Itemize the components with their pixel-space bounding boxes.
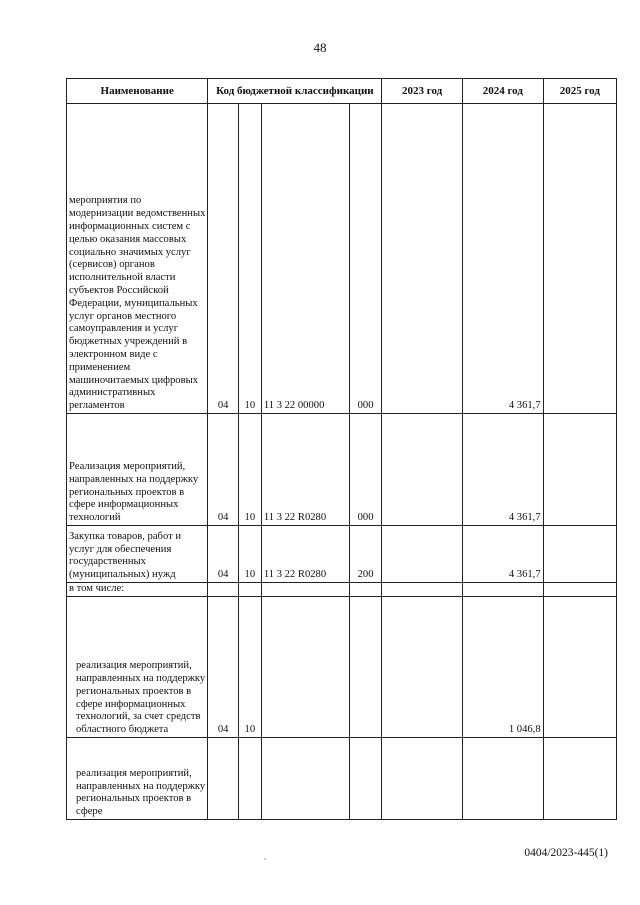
value-2024: 4 361,7 <box>462 414 543 526</box>
row-name: Реализация мероприятий, направленных на поддержку региональных проектов в сфере информационных технологий <box>67 414 208 526</box>
value-2025 <box>543 738 616 820</box>
section-code: 04 <box>208 414 238 526</box>
row-name: мероприятия по модернизации ведомственных информационных систем с целью оказания массовых социально значимых услуг (сервисов) органов исполнительной власти субъектов Российской Федерации, муниципальных услуг органов местного самоуправления и услуг бюджетных учреждений в электронном виде с применением машиночитаемых цифровых административных регламентов <box>67 104 208 414</box>
table-row <box>67 526 617 583</box>
budget-table <box>66 78 617 820</box>
target-article-code: 11 3 22 R0280 <box>261 414 349 526</box>
value-2025 <box>543 583 616 597</box>
value-2023 <box>382 104 463 414</box>
target-article-code <box>261 583 349 597</box>
subsection-code: 10 <box>238 526 261 583</box>
target-article-code: 11 3 22 R0280 <box>261 526 349 583</box>
value-2024: 4 361,7 <box>462 104 543 414</box>
value-2025 <box>543 414 616 526</box>
subsection-code: 10 <box>238 414 261 526</box>
header-budget-code: Код бюджетной классификации <box>208 79 382 104</box>
table-row <box>67 104 617 414</box>
value-2023 <box>382 414 463 526</box>
target-article-code: 11 3 22 00000 <box>261 104 349 414</box>
header-2023: 2023 год <box>382 79 463 104</box>
section-code: 04 <box>208 526 238 583</box>
expense-type-code: 000 <box>349 104 381 414</box>
expense-type-code <box>349 597 381 738</box>
subsection-code: 10 <box>238 597 261 738</box>
target-article-code <box>261 597 349 738</box>
row-name: реализация мероприятий, направленных на поддержку региональных проектов в сфере <box>67 738 208 820</box>
expense-type-code <box>349 738 381 820</box>
value-2023 <box>382 597 463 738</box>
scan-speck <box>264 858 266 860</box>
table-row <box>67 583 617 597</box>
subsection-code: 10 <box>238 104 261 414</box>
table-row <box>67 738 617 820</box>
header-row <box>67 79 617 104</box>
section-code: 04 <box>208 104 238 414</box>
subsection-code <box>238 583 261 597</box>
header-name: Наименование <box>67 79 208 104</box>
header-2025: 2025 год <box>543 79 616 104</box>
table-row <box>67 414 617 526</box>
row-name: реализация мероприятий, направленных на поддержку региональных проектов в сфере информационных технологий, за счет средств областного бюджета <box>67 597 208 738</box>
target-article-code <box>261 738 349 820</box>
expense-type-code <box>349 583 381 597</box>
value-2023 <box>382 583 463 597</box>
value-2024 <box>462 583 543 597</box>
section-code <box>208 738 238 820</box>
value-2024: 4 361,7 <box>462 526 543 583</box>
value-2023 <box>382 526 463 583</box>
header-2024: 2024 год <box>462 79 543 104</box>
value-2024 <box>462 738 543 820</box>
document-code: 0404/2023-445(1) <box>524 847 608 859</box>
value-2025 <box>543 597 616 738</box>
section-code: 04 <box>208 597 238 738</box>
value-2025 <box>543 526 616 583</box>
table-row <box>67 597 617 738</box>
value-2023 <box>382 738 463 820</box>
page-number: 48 <box>313 40 327 55</box>
value-2025 <box>543 104 616 414</box>
row-name: в том числе: <box>67 583 208 597</box>
value-2024: 1 046,8 <box>462 597 543 738</box>
section-code <box>208 583 238 597</box>
subsection-code <box>238 738 261 820</box>
expense-type-code: 000 <box>349 414 381 526</box>
expense-type-code: 200 <box>349 526 381 583</box>
row-name: Закупка товаров, работ и услуг для обеспечения государственных (муниципальных) нужд <box>67 526 208 583</box>
